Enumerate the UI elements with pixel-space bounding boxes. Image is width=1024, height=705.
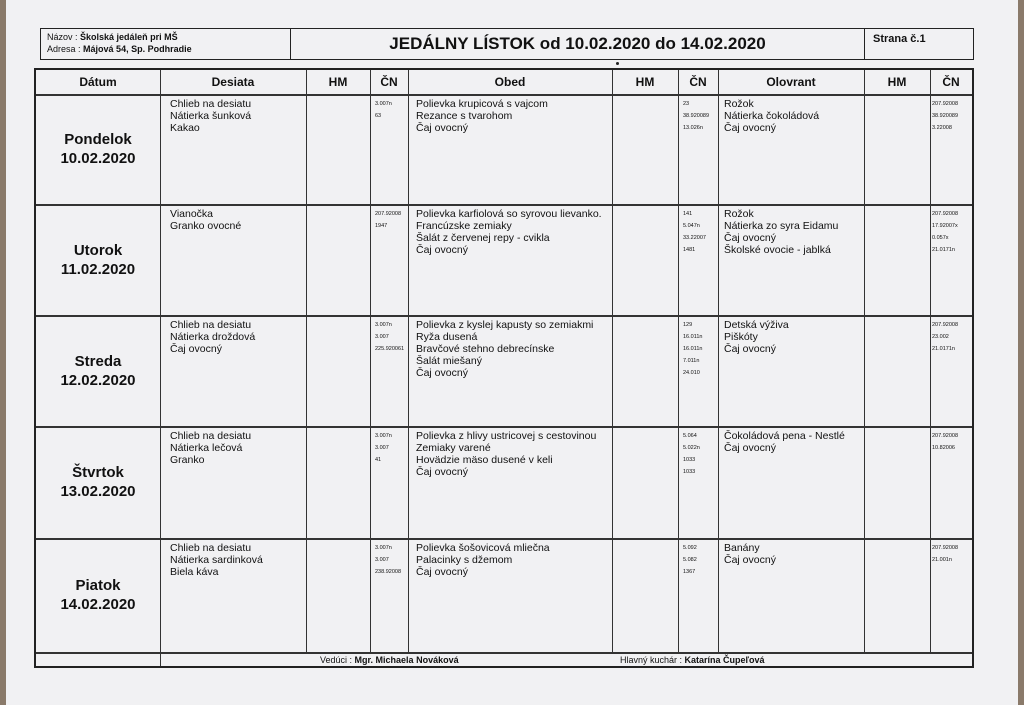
table-footer <box>160 654 972 668</box>
document-header <box>40 28 974 60</box>
menu-line: Polievka z hlivy ustricovej s cestovinou <box>416 430 597 442</box>
col-header-hm1: HM <box>328 75 348 89</box>
menu-line: 207.92008 <box>932 211 958 217</box>
chef-name: Katarína Čupeľová <box>684 655 765 665</box>
menu-line: 3.007n <box>375 545 392 551</box>
menu-line: 38.920089 <box>932 113 958 119</box>
menu-line: 207.92008 <box>932 101 958 107</box>
menu-line: Čaj ovocný <box>416 466 468 478</box>
menu-line: 33.22007 <box>683 235 706 241</box>
col-header-date: Dátum <box>79 75 117 89</box>
menu-line: 3.007n <box>375 433 392 439</box>
page-title: JEDÁLNY LÍSTOK od 10.02.2020 do 14.02.2020 <box>291 29 865 59</box>
menu-line: 24.010 <box>683 370 700 376</box>
column-divider <box>930 70 931 652</box>
row-divider <box>36 538 972 540</box>
lunch-cn-cell <box>683 98 717 134</box>
menu-line: 238.92008 <box>375 569 401 575</box>
day-date: 14.02.2020 <box>60 596 136 613</box>
lunch-cell <box>416 208 610 256</box>
name-label: Názov : <box>47 32 78 42</box>
column-divider <box>864 70 865 652</box>
lunch-cell <box>416 542 610 578</box>
menu-line: Polievka z kyslej kapusty so zemiakmi <box>416 319 594 331</box>
paper-sheet <box>6 0 1018 705</box>
menu-line: 10.82006 <box>932 445 955 451</box>
column-divider <box>370 70 371 652</box>
menu-line: 207.92008 <box>932 545 958 551</box>
menu-line: Chlieb na desiatu <box>170 98 252 110</box>
menu-line: Čaj ovocný <box>724 232 776 244</box>
row-divider <box>36 315 972 317</box>
menu-line: Granko ovocné <box>170 220 242 232</box>
menu-line: 23.002 <box>932 334 949 340</box>
snack-cell <box>170 319 304 355</box>
manager-label: Vedúci : <box>320 655 353 665</box>
lunch-cn-cell <box>683 319 717 379</box>
lunch-cell <box>416 98 610 134</box>
manager-name: Mgr. Michaela Nováková <box>354 655 459 665</box>
column-divider <box>160 70 161 666</box>
menu-line: Nátierka lečová <box>170 442 243 454</box>
afternoon-cell <box>724 98 862 134</box>
menu-line: 5.092 <box>683 545 697 551</box>
menu-line: 5.082 <box>683 557 697 563</box>
col-header-lunch: Obed <box>494 75 526 89</box>
menu-line: 21.0171n <box>932 346 955 352</box>
row-divider <box>36 94 972 96</box>
menu-line: Francúzske zemiaky <box>416 220 512 232</box>
afternoon-cn-cell <box>932 208 972 256</box>
menu-line: Čaj ovocný <box>724 122 776 134</box>
menu-line: Polievka karfiolová so syrovou lievanko. <box>416 208 602 220</box>
menu-line: Šalát z červenej repy - cvikla <box>416 232 550 244</box>
col-header-cn1: ČN <box>380 75 398 89</box>
afternoon-cell <box>724 542 862 566</box>
menu-line: Chlieb na desiatu <box>170 319 252 331</box>
menu-table <box>34 68 974 668</box>
menu-line: 1947 <box>375 223 388 229</box>
afternoon-cn-cell <box>932 319 972 355</box>
address-value: Májová 54, Sp. Podhradie <box>83 44 192 54</box>
lunch-cell <box>416 430 610 478</box>
lunch-cn-cell <box>683 542 717 578</box>
menu-line: Ryža dusená <box>416 331 478 343</box>
menu-line: Chlieb na desiatu <box>170 542 252 554</box>
row-divider <box>36 652 972 654</box>
menu-line: 7.011n <box>683 358 700 364</box>
address-label: Adresa : <box>47 44 81 54</box>
menu-line: Čaj ovocný <box>724 442 776 454</box>
menu-line: Nátierka droždová <box>170 331 256 343</box>
menu-line: 41 <box>375 457 382 463</box>
menu-line: Rezance s tvarohom <box>416 110 513 122</box>
snack-cell <box>170 98 304 134</box>
day-name: Piatok <box>75 577 121 594</box>
menu-line: Čaj ovocný <box>724 343 776 355</box>
menu-line: Hovädzie mäso dusené v keli <box>416 454 553 466</box>
menu-line: 3.007 <box>375 557 389 563</box>
menu-line: Čaj ovocný <box>724 554 776 566</box>
menu-line: 16.011n <box>683 334 703 340</box>
col-header-hm2: HM <box>635 75 655 89</box>
menu-line: Čaj ovocný <box>416 122 468 134</box>
menu-line: Polievka krupicová s vajcom <box>416 98 548 110</box>
day-cell <box>36 204 160 315</box>
menu-line: 16.011n <box>683 346 703 352</box>
col-header-cn3: ČN <box>942 75 960 89</box>
menu-line: Biela káva <box>170 566 219 578</box>
menu-line: 63 <box>375 113 382 119</box>
afternoon-cell <box>724 430 862 454</box>
menu-line: 207.92008 <box>932 322 958 328</box>
menu-line: 3.007 <box>375 445 389 451</box>
menu-line: 23 <box>683 101 690 107</box>
organization-info <box>41 29 291 59</box>
menu-line: Polievka šošovicová mliečna <box>416 542 550 554</box>
lunch-cell <box>416 319 610 379</box>
menu-line: Nátierka šunková <box>170 110 252 122</box>
menu-line: Čaj ovocný <box>416 367 468 379</box>
day-name: Štvrtok <box>72 464 124 481</box>
menu-line: Čokoládová pena - Nestlé <box>724 430 845 442</box>
menu-line: Rožok <box>724 208 754 220</box>
menu-line: Čaj ovocný <box>416 244 468 256</box>
snack-cn-cell <box>375 430 409 466</box>
menu-line: 21.001n <box>932 557 952 563</box>
snack-cell <box>170 208 304 232</box>
col-header-hm3: HM <box>887 75 907 89</box>
afternoon-cell <box>724 319 862 355</box>
menu-line: 3.007n <box>375 101 392 107</box>
menu-line: Kakao <box>170 122 200 134</box>
snack-cn-cell <box>375 208 409 232</box>
menu-line: Nátierka zo syra Eidamu <box>724 220 839 232</box>
menu-line: 3.007 <box>375 334 389 340</box>
menu-line: 141 <box>683 211 693 217</box>
menu-line: Školské ovocie - jablká <box>724 244 831 256</box>
lunch-cn-cell <box>683 208 717 256</box>
menu-line: Bravčové stehno debrecínske <box>416 343 555 355</box>
day-name: Utorok <box>73 241 123 259</box>
afternoon-cn-cell <box>932 98 972 134</box>
column-divider <box>306 70 307 652</box>
col-header-cn2: ČN <box>689 75 707 89</box>
menu-line: 5.047n <box>683 223 700 229</box>
center-dot <box>616 62 619 65</box>
afternoon-cell <box>724 208 862 256</box>
day-date: 10.02.2020 <box>60 150 136 167</box>
day-cell <box>36 426 160 538</box>
snack-cell <box>170 542 304 578</box>
menu-line: 0.057x <box>932 235 949 241</box>
menu-line: 207.92008 <box>932 433 958 439</box>
menu-line: Vianočka <box>170 208 214 220</box>
menu-line: 207.92008 <box>375 211 401 217</box>
day-date: 12.02.2020 <box>60 371 136 389</box>
col-header-afternoon: Olovrant <box>766 75 816 89</box>
menu-line: 5.064 <box>683 433 697 439</box>
day-date: 13.02.2020 <box>60 483 136 500</box>
menu-line: 1367 <box>683 569 696 575</box>
menu-line: Detská výživa <box>724 319 789 331</box>
snack-cell <box>170 430 304 466</box>
afternoon-cn-cell <box>932 430 972 454</box>
chef-label: Hlavný kuchár : <box>620 655 683 665</box>
menu-line: 13.026n <box>683 125 703 131</box>
menu-line: Granko <box>170 454 205 466</box>
menu-line: 5.022n <box>683 445 700 451</box>
afternoon-cn-cell <box>932 542 972 566</box>
menu-line: Rožok <box>724 98 754 110</box>
menu-line: 3.007n <box>375 322 392 328</box>
menu-line: 129 <box>683 322 693 328</box>
menu-line: Nátierka sardinková <box>170 554 263 566</box>
menu-line: Šalát miešaný <box>416 355 482 367</box>
menu-line: 1033 <box>683 457 696 463</box>
column-divider <box>612 70 613 652</box>
day-cell <box>36 94 160 204</box>
menu-line: Chlieb na desiatu <box>170 430 252 442</box>
menu-line: Palacinky s džemom <box>416 554 513 566</box>
day-cell <box>36 538 160 652</box>
menu-line: 38.920089 <box>683 113 709 119</box>
name-value: Školská jedáleň pri MŠ <box>80 32 178 42</box>
menu-line: Čaj ovocný <box>416 566 468 578</box>
menu-line: Piškóty <box>724 331 758 343</box>
row-divider <box>36 204 972 206</box>
lunch-cn-cell <box>683 430 717 478</box>
menu-line: Zemiaky varené <box>416 442 491 454</box>
menu-line: 17.92007x <box>932 223 958 229</box>
snack-cn-cell <box>375 98 409 122</box>
day-name: Pondelok <box>64 131 132 148</box>
menu-line: 1033 <box>683 469 696 475</box>
menu-line: Čaj ovocný <box>170 343 222 355</box>
menu-line: 21.0171n <box>932 247 955 253</box>
column-divider <box>718 70 719 652</box>
day-date: 11.02.2020 <box>60 260 136 278</box>
menu-line: 1481 <box>683 247 696 253</box>
col-header-snack: Desiata <box>211 75 255 89</box>
page-number: Strana č.1 <box>873 33 926 45</box>
day-cell <box>36 315 160 426</box>
menu-line: Nátierka čokoládová <box>724 110 820 122</box>
row-divider <box>36 426 972 428</box>
menu-line: 225.920061 <box>375 346 405 352</box>
menu-line: 3.22008 <box>932 125 952 131</box>
day-name: Streda <box>74 352 122 370</box>
snack-cn-cell <box>375 319 409 355</box>
menu-line: Banány <box>724 542 760 554</box>
snack-cn-cell <box>375 542 409 578</box>
column-divider <box>678 70 679 652</box>
